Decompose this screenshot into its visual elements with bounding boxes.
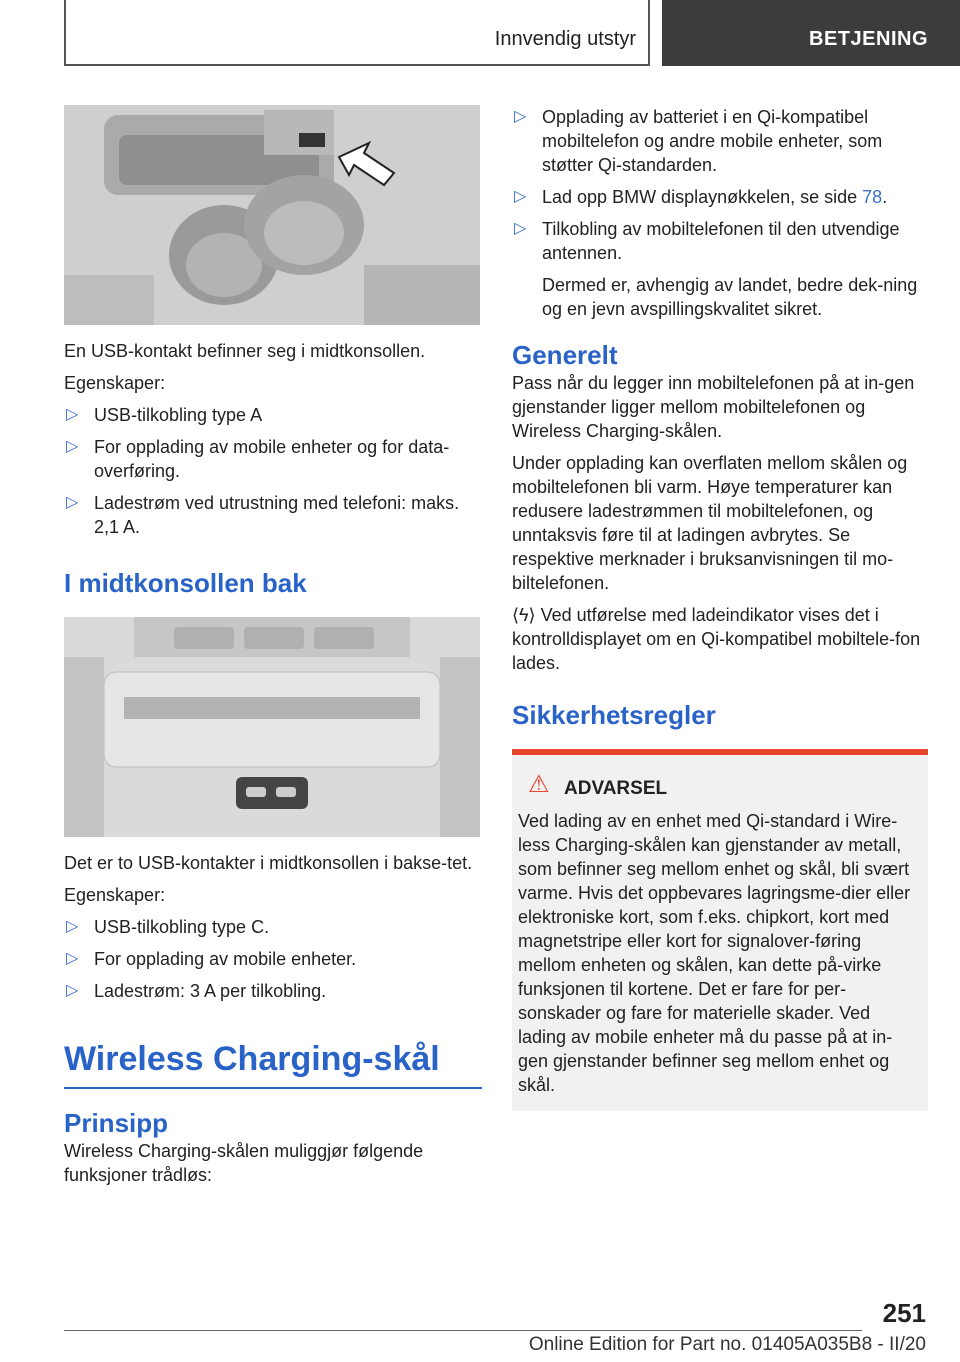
footer-edition: Online Edition for Part no. 01405A035B8 - II/20	[528, 1334, 926, 1355]
properties-label-2: Egenskaper:	[64, 885, 166, 905]
header-section-title: Innvendig utstyr	[494, 28, 636, 50]
page-link[interactable]: 78	[862, 187, 883, 207]
heading-principle: Prinsipp	[64, 1108, 169, 1138]
general-text-2: Under opplading kan overflaten mellom skålen og mobiltelefonen bli varm. Høye temperaturer kan redusere ladestrømmen til mobiltelefonen, og unntaksvis føre til at ladingen avbrytes. Se respektive merknader i bruksanvisningen til mo-biltelefonen.	[512, 453, 908, 593]
heading-rear-console: I midtkonsollen bak	[64, 568, 307, 598]
page-number: 251	[882, 1298, 926, 1328]
list-item: ▷ Opplading av batteriet i en Qi-kompatibel mobiltelefon og andre mobile enheter, som støtter Qi-standarden.	[514, 107, 883, 175]
list-item: ▷ For opplading av mobile enheter.	[66, 949, 357, 969]
usb-rear-console-photo	[64, 617, 480, 837]
header-section-box	[64, 0, 650, 66]
general-text-3: ⟨ϟ⟩ Ved utførelse med ladeindikator vises det i kontrolldisplayet om en Qi-kompatibel mobiltele-fon lades.	[512, 605, 921, 673]
properties-label-1: Egenskaper:	[64, 373, 166, 393]
list-item: ▷ For opplading av mobile enheter og for data-overføring.	[66, 437, 450, 481]
general-text-1: Pass når du legger inn mobiltelefonen på at in-gen gjenstander ligger mellom mobiltelefonen og Wireless Charging-skålen.	[512, 373, 915, 441]
warning-title: ADVARSEL	[564, 778, 668, 799]
triangle-right-icon: ▷	[66, 982, 79, 999]
right-column	[512, 105, 928, 1111]
left-column	[64, 105, 482, 1195]
list-item: ▷ Lad opp BMW displaynøkkelen, se side 78.	[514, 187, 888, 207]
warning-triangle-icon: ⚠	[528, 771, 550, 798]
heading-general: Generelt	[512, 340, 618, 370]
usb-front-text: En USB-kontakt befinner seg i midtkonsollen.	[64, 341, 426, 361]
usb-rear-text: Det er to USB-kontakter i midtkonsollen i bakse-tet.	[64, 853, 473, 873]
warning-text: Ved lading av en enhet med Qi-standard i Wire-less Charging-skålen kan gjenstander av metall, som befinner seg mellom enhet og skål, bli svært varme. Hvis det oppbevares lagringsme-dier eller elektroniske kort, som f.eks. chipkort, kort med magnetstripe eller kort for signalover-føring mellom enheten og skålen, kan dette på-virke funksjonen til kortene. Det er fare for per-sonskader og fare for materielle skader. Ved lading av mobile enheter må du passe på at in-gen gjenstander befinner seg mellom enhet og skål.	[518, 811, 911, 1095]
triangle-right-icon: ▷	[514, 188, 527, 205]
header-chapter-box	[662, 0, 960, 66]
footer-rule	[64, 1330, 862, 1331]
triangle-right-icon: ▷	[66, 438, 79, 455]
heading-safety: Sikkerhetsregler	[512, 700, 716, 730]
triangle-right-icon: ▷	[66, 950, 79, 967]
charging-indicator-icon: ⟨ϟ⟩	[512, 605, 536, 625]
title-wireless-charging: Wireless Charging-skål	[64, 1040, 440, 1078]
console-image	[64, 105, 480, 325]
principle-text: Wireless Charging-skålen muliggjør følgende funksjoner trådløs:	[64, 1141, 424, 1185]
list-item: ▷ Tilkobling av mobiltelefonen til den utvendige antennen.	[514, 219, 900, 263]
list-item: ▷ USB-tilkobling type A	[66, 405, 263, 425]
triangle-right-icon: ▷	[66, 406, 79, 423]
warning-box	[512, 749, 928, 1111]
triangle-right-icon: ▷	[514, 108, 527, 125]
header-chapter-title: BETJENING	[809, 28, 928, 50]
list-item: ▷ USB-tilkobling type C.	[66, 917, 270, 937]
list-item: ▷ Ladestrøm ved utrustning med telefoni: maks. 2,1 A.	[66, 493, 460, 537]
antenna-subtext: Dermed er, avhengig av landet, bedre dek-ning og en jevn avspillingskvalitet sikret.	[542, 275, 918, 319]
triangle-right-icon: ▷	[66, 918, 79, 935]
list-item: ▷ Ladestrøm: 3 A per tilkobling.	[66, 981, 327, 1001]
triangle-right-icon: ▷	[66, 494, 79, 511]
rear-console-image	[64, 617, 480, 837]
usb-front-console-photo	[64, 105, 480, 325]
triangle-right-icon: ▷	[514, 220, 527, 237]
